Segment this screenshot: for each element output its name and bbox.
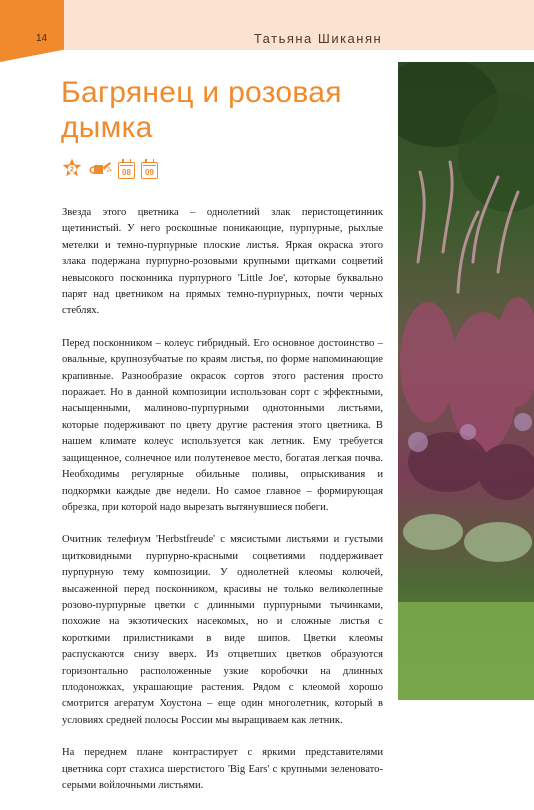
paragraph: Звезда этого цветника – однолетний злак перистощетинник щетинистый. У него роскошные поникающие, пурпурные, рыхлые метелки и темно-пурпурные плоские листья. Яркая окраска этого злака подержана пурпурно-розовыми крупными щитками соцветий невысокого посконника пурпурного 'Little Joe', которые буквально парят над цветником на прямых темно-пурпурных, почти черных стеблях. bbox=[62, 207, 383, 317]
calendar-month-label: 09 bbox=[145, 167, 154, 177]
watering-can-icon bbox=[88, 159, 112, 182]
page-corner-tab bbox=[0, 0, 64, 62]
calendar-icon-august bbox=[118, 162, 135, 179]
body-text bbox=[62, 205, 383, 810]
paragraph: На переднем плане контрастирует с яркими представителями цветника сорт стахиса шерстистого 'Big Ears' с крупными зеленовато-серыми войлочными листьями. bbox=[62, 747, 383, 791]
difficulty-badge-number: 2 bbox=[70, 166, 74, 174]
garden-photo bbox=[398, 62, 534, 700]
difficulty-star-badge-icon bbox=[62, 158, 82, 183]
page-title: Багрянец и розовая дымка bbox=[61, 76, 342, 144]
paragraph: Перед посконником – колеус гибридный. Его основное достоинство – овальные, крупнозубчатые по краям листья, по форме напоминающие крапивные. Разнообразие окрасок сортов этого растения просто поражает. Но в данной композиции использован сорт с эффектными, насыщенными, малиново-пурпурными однотонными листьями, которые подерживают по цвету другие растения этого цветника. В нашем климате колеус используется как летник. Ему требуется защищенное, солнечное или полутеневое место, богатая легкая почва. Необходимы регулярные обильные поливы, опрыскивания и подкормки каждые две недели. Но самое главное – формирующая обрезка, при которой надо вырезать вытянувшиеся побеги. bbox=[62, 337, 383, 513]
info-icons-row bbox=[62, 158, 158, 182]
calendar-month-label: 08 bbox=[122, 167, 131, 177]
page-number: 14 bbox=[36, 33, 48, 44]
paragraph: Очитник телефиум 'Herbstfreude' с мясистыми листьями и густыми щитковидными пурпурно-красными соцветиями поддерживает пурпурную тему композиции. У однолетней клеомы колючей, высаженной перед посконником, красивы не только великолепные розово-пурпурные цветки с длинными пурпурными тычинками, похожие на экзотических насекомых, но и сложные листья с короткими прилистниками в виде шипов. Цветки клеомы распускаются снизу вверх. Из отцветших цветков образуются горизонтально расположенные узкие коробочки на длинных плодоножках, украшающие растения. Рядом с клеомой хорошо смотрится агератум Хоустона – еще один многолетник, который в условиях средней полосы России мы выращиваем как летник. bbox=[62, 534, 383, 726]
running-head-author: Татьяна Шиканян bbox=[253, 31, 383, 46]
calendar-icon-september bbox=[141, 162, 158, 179]
